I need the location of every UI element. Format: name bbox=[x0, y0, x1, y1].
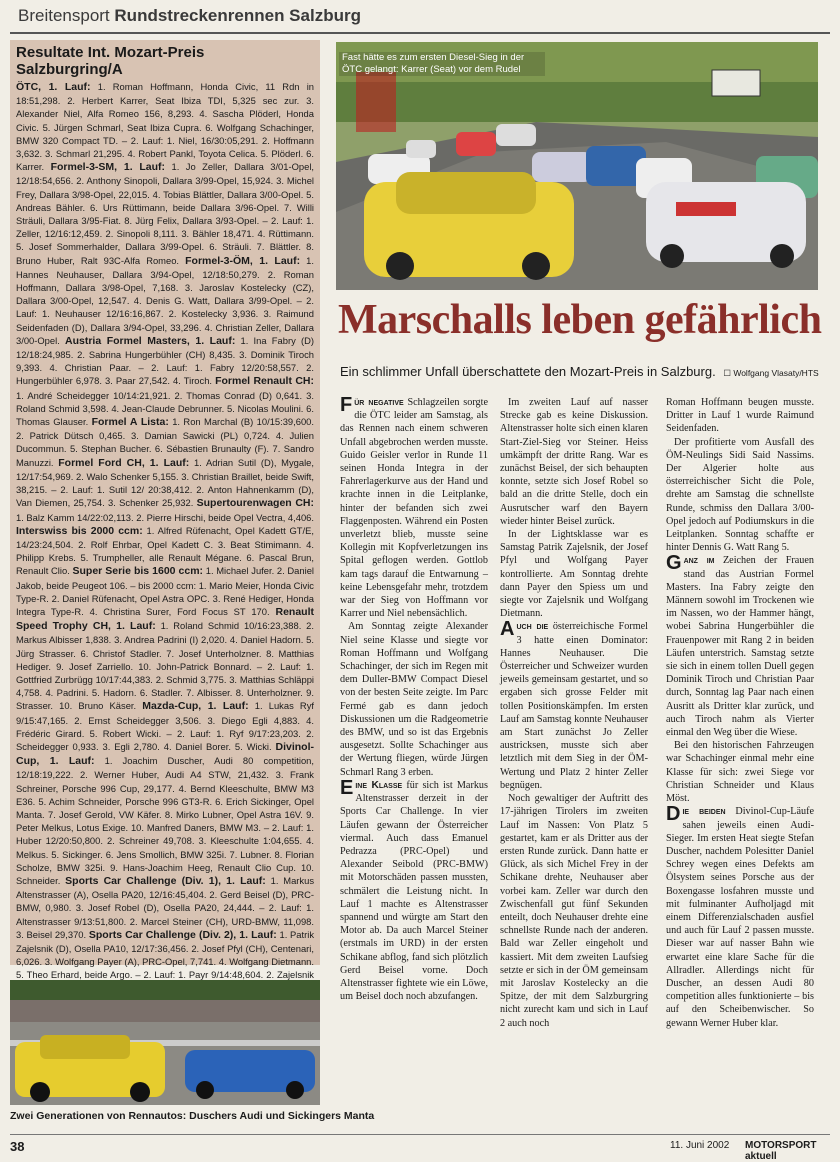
paragraph-text: Schlagzeilen sorgte die ÖTC leider am Samstag, als das Rennen nach einem schweren Unfall abgebrochen werden musste. Guido Geisler verlor in Runde 11 seinen Honda Integra in der Fahrerlagerkurve aus der Hand und krachte innen in die Leitplanke, hinter der befanden sich zwei Flaggenposten. Während ein Posten unverletzt blieb, musste seine Kollegin mit Kopfverletzungen ins Spital geflogen werden. Gottlob kam tags darauf die Entwarnung – keine Lebensgefahr mehr, trotzdem war der Sieg von Hoffmann vor Karrer und Niel nebensächlich. bbox=[340, 397, 488, 620]
results-title: Resultate Int. Mozart-Preis Salzburgring/A bbox=[16, 44, 205, 78]
cars-photo bbox=[10, 980, 320, 1105]
issue-date: 11. Juni 2002 bbox=[670, 1140, 730, 1151]
article-paragraph bbox=[500, 528, 648, 620]
lead-in: uch die bbox=[516, 621, 549, 633]
result-class: Formel-3-SM, 1. Lauf: bbox=[50, 161, 166, 174]
results-box bbox=[10, 40, 320, 981]
article-headline: Marschalls leben gefährlich bbox=[338, 297, 822, 343]
lead-in: ie beiden bbox=[682, 806, 726, 818]
race-photo-image bbox=[336, 42, 818, 290]
drop-cap: E bbox=[340, 776, 354, 799]
article-paragraph bbox=[666, 805, 814, 1029]
race-photo bbox=[336, 42, 818, 290]
article-paragraph bbox=[500, 620, 648, 792]
article-subhead bbox=[340, 364, 819, 379]
paragraph-text: für sich ist Markus Altenstrasser derzeit in der Sports Car Challenge. In vier Läufen gewann der Österreicher viermal. Auch dass Emanuel Pedrazza (PRC-Opel) und Alexander Seibold (PRC-BMW) mit Motorschäden passen mussten, schmälert die Leistung nicht. In Lauf 1 machte es Altenstrasser spannend und würgte am Start den Motor ab. Da auch Marcel Steiner (erstmals im URD) in der ersten Schikane abflog, fand sich plötzlich Gerd Beisel vorne. Doch Altenstrasser fightete wie ein Löwe, um Beisel doch noch abzufangen. bbox=[340, 779, 488, 1003]
lead-in: ür negative bbox=[354, 397, 404, 408]
paragraph-text: Divinol-Cup-Läufe sahen jeweils einen Audi-Sieger. Im ersten Heat siegte Stefan Duscher, nachdem Polesitter Daniel Schrey wegen eines Defekts am Ölsystem seines Porsche aus der Boxengasse losfahren musste und mit fulminanter Aufholjagd mit einem Differenzialschaden ausfiel und auch für Lauf 2 passen musste. Dieser war auf nasser Bahn wie erwartet eine klare Sache für die Allradler. Allerdings nicht für Duscher, an dessen Audi 80 competition alles funktionierte – bis auf den Scheibenwischer. So gewann Werner Huber klar. bbox=[666, 806, 814, 1029]
result-text: 1. Roland Schmid 10/16:23,388. 2. Markus Albisser 1,838. 3. Andrea Padrini (I) 2,020. 4. Daniel Hadorn. 5. Jürg Strasser. 6. Christof Stadler. 7. Josef Unterholzner. 8. Matthias Hediger. 9. Josef Zarriello. 10. John-Patrick Bonnard. – 2. Lauf: 1. Gottfried Zurbrügg 10/17:44,383. 2. Schmid 3,775. 3. Matthias Schläppi 4,758. 4. Padrini. 5. Hadorn. 6. Stadler. 7. Albisser. 8. Unterholzner. 9. Strasser. 10. Bruno Käser. bbox=[16, 620, 314, 712]
paragraph-text: Roman Hoffmann beugen musste. Dritter in Lauf 1 wurde Raimund Seidenfaden. bbox=[666, 397, 814, 435]
drop-cap: G bbox=[666, 552, 682, 575]
result-class: Sports Car Challenge (Div. 2), 1. Lauf: bbox=[88, 928, 277, 941]
section-title bbox=[18, 6, 361, 26]
result-class: Sports Car Challenge (Div. 1), 1. Lauf: bbox=[65, 874, 266, 887]
cars-photo-image bbox=[10, 980, 320, 1105]
cars-photo-caption: Zwei Generationen von Rennautos: Duschers Audi und Sickingers Manta bbox=[10, 1110, 375, 1122]
article-paragraph bbox=[666, 554, 814, 739]
section-headline: Rundstreckenrennen Salzburg bbox=[114, 6, 361, 25]
article-paragraph bbox=[340, 620, 488, 778]
result-class: ÖTC, 1. Lauf: bbox=[16, 81, 91, 93]
paragraph-text: Bei den historischen Fahrzeugen war Schachinger einmal mehr eine Klasse für sich: zwei Siege vor Christian Schneider und Klaus Möst. bbox=[666, 740, 814, 805]
paragraph-text: Zeichen der Frauen stand das Austrian Formel Masters. Ina Fabry zeigte den Männern sowohl im Trockenen wie im Nassen, wo der Hammer hängt, wobei Sabrina Hungerbühler die Frauenpower mit Rang 2 in beiden Läufen unterstrich. Samstag setzte sie sich in einem tollen Duell gegen Dominik Tiroch und Christian Paar durch, Sonntag lag Paar nach einen Ausritt als Dritter klar zurück, und auch Tiroch nahm als Vierter einmal den Weg über die Wiese. bbox=[666, 555, 814, 739]
page-footer bbox=[10, 1134, 830, 1162]
photo-credit-name: Wolfgang Vlasaty/HTS bbox=[733, 368, 819, 378]
article-column-2 bbox=[500, 396, 648, 1148]
paragraph-text: Am Sonntag zeigte Alexander Niel seine Klasse und siegte vor Roman Hoffmann und Wolfgang Schachinger, der sich im Regen mit dem Duller-BMW Compact Diesel von der besten Seite zeigte. Im Parc Fermé gab es dann jedoch Diskussionen um die Radgeometrie des BMW, und so ist das Ergebnis ausgesetzt. Sollte Schachinger aus der Wertung fliegen, würde Jürgen Schmarl Rang 3 erben. bbox=[340, 621, 488, 778]
drop-cap: A bbox=[500, 618, 515, 641]
result-text: 1. Joachim Duscher, Audi 80 competition, 12/18:19,222. 2. Werner Huber, Audi A4 STW, 21,432. 3. Frank Schreiner, Porsche 996 Cup, 29,177. 4. Bernd Kleeschulte, BMW M3 E36. 5. Achim Schneider, Porsche 996 GT3-R. 6. Erich Sickinger, Opel Manta. 7. Josef Gerold, VW Käfer. 8. Mirko Lubner, Opel Astra 16V. 9. Peter Melkus, Lotus Exige. 10. Manfred Daners, BMW M3. – 2. Lauf: 1. Huber 12/20:50,800. 2. Schreiner 49,708. 3. Kleeschulte 1:04,655. 4. Melkus. 5. Sickinger. 6. Jens Smollich, BMW 325i. 7. Lubner. 8. Florian Scholze, BMW 325i. 9. Hans-Joachim Heeg, Renault Clio Cup. 10. Schneider. bbox=[16, 755, 314, 886]
page-header bbox=[10, 2, 830, 34]
result-text: 1. Hannes Neuhauser, Dallara 3/94-Opel, 12/18:50,279. 2. Roman Hoffmann, Dallara 3/98-Opel, 7,168. 3. Jaroslav Kostelecky (CZ), Dallara 3/00-Opel, 12,547. 4. Denis G. Watt, Dallara 3/99-Opel. – 2. Lauf: 1. Neuhauser 12/16:16,867. 2. Kostelecky 3,936. 3. Raimund Seidenfaden (D), Dallara 3/94-Opel, 33,296. 4. Christian Zeller, Dallara 3/00-Opel. bbox=[16, 254, 314, 346]
result-class: Formel A Lista: bbox=[91, 416, 169, 429]
result-class: Supertourenwagen CH: bbox=[196, 497, 314, 510]
result-text: 1. Balz Kamm 14/22:02,113. 2. Pierre Hirschi, beide Opel Vectra, 4,406. bbox=[16, 511, 314, 523]
paragraph-text: Im zweiten Lauf auf nasser Strecke gab es keine Diskussion. Altenstrasser holte sich einen klaren Start-Ziel-Sieg vor Steiner. Heiss umkämpft der dritte Rang. War es zunächst Beisel, der sich behaupten konnte, setzte sich Josef Robel so bald an die dritte Stelle, doch ein Ausrutscher warf den Bayern wieder hinter Beisel zurück. bbox=[500, 397, 648, 527]
results-list bbox=[16, 80, 314, 995]
result-text: 1. Ron Marchal (B) 10/15:39,600. 2. Patrick Dütsch 0,465. 3. Damian Sawicki (PL) 0,724. 4. Julien Ducommun. 5. Stephan Bucher. 6. Sébastien Brunaulty (F). 7. Sandro Manuzzi. bbox=[16, 416, 315, 468]
result-text: 1. Adrian Sutil (D), Mygale, 12/17:54,969. 2. Walo Schenker 5,155. 3. Christian Braillet, beide Swift, 38,215. – 2. Lauf: 1. Sutil 12/ 20:38,412. 2. Anton Hahnenkamm (D), Van Diemen, 25,754. 3. Schenker 25,932. bbox=[16, 456, 314, 509]
article-paragraph bbox=[666, 739, 814, 805]
drop-cap: D bbox=[666, 803, 681, 826]
result-class: Super Serie bis 1600 ccm: bbox=[72, 565, 204, 578]
section-label: Breitensport bbox=[18, 6, 110, 25]
magazine-brand: MOTORSPORT aktuell bbox=[745, 1140, 817, 1162]
result-text: 1. Patrik Zajelsnik (D), Osella PA10, 12/17:36,456. 2. Josef Pfyl (CH), Centenari, 6,026. 3. Wolfgang Payer (A), PRC-Opel, 7,741. 4. Wolfgang Dietmann. 5. Theo Erhard, beide Argo. – 2. Lauf: 1. Payr 9/14:48,604. 2. Zajelsnik bbox=[16, 928, 315, 981]
result-class: Formel Ford CH, 1. Lauf: bbox=[58, 456, 190, 469]
result-text: 1. Roman Hoffmann, Honda Civic, 11 Rdn in 18:51,298. 2. Herbert Karrer, Seat Ibiza TDI, 5,325 sec zur. 3. Alexander Niel, Alfa Romeo 156, 8,293. 4. Sascha Plöderl, Honda Civic. 5. Jürgen Schmarl, Seat Ibiza Cupra. 6. Wolfgang Schachinger, BMW 320 Compact TD. – 2. Lauf: 1. Niel, 16/30:05,291. 2. Hoffmann 3,632. 3. Schmarl 21,295. 4. Robert Pankl, Toyota Celica. 5. Plöderl. 6. Karrer. bbox=[16, 81, 314, 173]
subhead-text: Ein schlimmer Unfall überschattete den Mozart-Preis in Salzburg. bbox=[340, 364, 716, 379]
result-class: Divinol-Cup, 1. Lauf: bbox=[16, 740, 314, 768]
paragraph-text: In der Lightsklasse war es Samstag Patrik Zajelsnik, der Josef Pfyl und Wolfgang Payer kontrollierte. Am Sonntag drehte dann Payer den Spiess um und siegte vor Zajelsnik und Wolfgang Dietmann. bbox=[500, 529, 648, 620]
race-photo-caption: Fast hätte es zum ersten Diesel-Sieg in der ÖTC gelangt: Karrer (Seat) vor dem Rudel bbox=[339, 52, 545, 76]
article-column-3 bbox=[666, 396, 814, 1148]
article-paragraph bbox=[500, 792, 648, 1030]
article-column-1 bbox=[340, 396, 488, 1148]
result-text: 1. Michael Jufer. 2. Daniel Jakob, beide Peugeot 106. – bis 2000 ccm: 1. Mario Meier, Honda Civic Type-R. 2. Daniel Rüfenacht, Opel Astra OPC. 3. René Hediger, Honda Integra Type-R. 4. Christina Surer, Ford Focus ST 170. bbox=[16, 565, 314, 617]
paragraph-text: Der profitierte vom Ausfall des ÖM-Neulings Sidi Said Nassims. Der Algerier holte aus österreichischer Sicht die Pole, drehte am Samstag die schnellste Runde, schmiss den Dallara 3/00-Opel jedoch auf Podiumskurs in die Leitplanken. Sonntag schaffte er hinter Dennis G. Watt Rang 5. bbox=[666, 436, 814, 554]
result-text: 1. André Scheidegger 10/14:21,921. 2. Thomas Conrad (D) 0,641. 3. Roland Schmid 3,598. 4. Jean-Claude Debrunner. 5. Nicolas Moulini. 6. Thomas Glauser. bbox=[16, 389, 314, 428]
article-paragraph bbox=[666, 436, 814, 555]
result-class: Formel Renault CH: bbox=[215, 375, 314, 388]
result-class: Renault Speed Trophy CH, 1. Lauf: bbox=[16, 605, 314, 633]
result-text: 1. Ina Fabry (D) 12/18:24,985. 2. Sabrina Hungerbühler (CH) 8,435. 3. Dominik Tiroch 9,393. 4. Christian Paar. – 2. Lauf: 1. Fabry 12/20:58,557. 2. Hungerbühler 6,978. 3. Paar 27,542. 4. Tiroch. bbox=[16, 334, 314, 387]
page-number: 38 bbox=[10, 1139, 25, 1154]
paragraph-text: österreichische Formel 3 hatte einen Dominator: Hannes Neuhauser. Die Österreicher und Schweizer wurden jeweils gemeinsam gestartet, und so ergaben sich grosse Felder mit tollen Positionskämpfen. Im ersten Lauf am Samstag konnte Neuhauser am Start zunächst Jo Zeller austricksen, musste sich aber letztlich mit dem Sieg in der ÖM-Wertung und Platz 2 hinter Zeller begnügen. bbox=[500, 621, 648, 791]
lead-in: anz im bbox=[683, 555, 715, 567]
article-paragraph bbox=[340, 776, 488, 1003]
article-paragraph bbox=[666, 396, 814, 436]
result-text: 1. Markus Altenstrasser (A), Osella PA20, 12/16:45,404. 2. Gerd Beisel (D), PRC-BMW, 0,980. 3. Josef Robel (D), Osella PA20, 24,444. – 2. Lauf: 1. Altenstrasser 9/13:51,800. 2. Marcel Steiner (CH), URD-BMW, 11,098. 3. Beisel 29,370. bbox=[16, 874, 315, 940]
result-class: Austria Formel Masters, 1. Lauf: bbox=[65, 334, 236, 347]
result-text: 1. Alfred Rüfenacht, Opel Kadett GT/E, 14/23:24,504. 2. Rolf Ehrbar, Opel Kadett C. 3. Beat Stimimann. 4. Philipp Krebs. 5. Trumpheller, alle Renault Mégane. 6. Pascal Brun, Renault Clio. bbox=[16, 524, 314, 577]
paragraph-text: Noch gewaltiger der Auftritt des 17-jährigen Tirolers im zweiten Lauf im Nassen: Von Platz 5 gestartet, kam er als Dritter aus der ersten Runde zurück. Dann hatte er Glück, als sich Michel Frey in der Schikane drehte, Neuhauser aber vorbei kam. Zeller war durch den Zwischenfall gut fünf Sekunden enteilt, doch Neuhauser drehte eine schnellste Runde nach der anderen. Bald war Zeller eingeholt und kassiert. Mit dem zweiten Laufsieg setzte er sich in der ÖM gemeinsam mit Jaroslav Kostelecky an die Spitze, der mit dem Salzburgring nicht zurecht kam und sich in Lauf 2 auch noch bbox=[500, 793, 648, 1029]
result-text: 1. Jo Zeller, Dallara 3/01-Opel, 12/18:54,656. 2. Anthony Sinopoli, Dallara 3/99-Opel, 15,924. 3. Michel Frey, Dallara 3/98-Opel, 22,015. 4. Tobias Blättler, Dallara 3/00-Opel. 5. Andreas Bähler. 6. Urs Rüttimann, beide Dallara 3/96-Opel. 7. Willi Sträuli, Dallara 3/95-Fiat. 8. Jürg Felix, Dallara 3/93-Opel. – 2. Lauf: 1. Zeller, 12/16:12,459. 2. Sinopoli 8,111. 3. Bähler 18,471. 4. Rüttimann. 5. Josef Sommerhalder, Dallara 3/99-Opel. 6. Sträuli. 7. Blättler. 8. Bruno Huber, Ralt 93C-Alfa Romeo. bbox=[16, 161, 315, 266]
lead-in: ine Klasse bbox=[355, 779, 403, 791]
result-class: Mazda-Cup, 1. Lauf: bbox=[142, 700, 249, 713]
photo-credit: ☐ Wolfgang Vlasaty/HTS bbox=[723, 368, 819, 378]
drop-cap: F bbox=[340, 394, 353, 416]
result-text: 1. Lukas Ryf 9/15:47,165. 2. Ernst Scheidegger 3,506. 3. Diego Egli 4,883. 4. Frédéric Girard. 5. Robert Wicki. – 2. Lauf: 1. Ryf 9/17:23,203. 2. Scheidegger 0,933. 3. Egli 2,780. 4. Daniel Borer. 5. Wicki. bbox=[16, 700, 314, 752]
article-paragraph bbox=[340, 396, 488, 620]
article-paragraph bbox=[500, 396, 648, 528]
result-class: Formel-3-ÖM, 1. Lauf: bbox=[185, 254, 301, 267]
result-class: Interswiss bis 2000 ccm: bbox=[16, 524, 143, 537]
